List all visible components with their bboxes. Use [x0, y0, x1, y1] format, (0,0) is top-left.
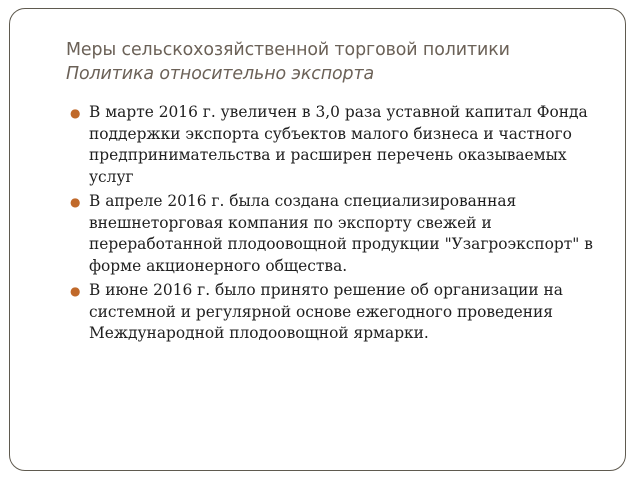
bullet-list [70, 102, 600, 348]
bullet-text: В марте 2016 г. увеличен в 3,0 раза уставной капитал Фонда поддержки экспорта субъектов малого бизнеса и частного предпринимательства и расширен перечень оказываемых услуг [89, 103, 588, 186]
bullet-dot-icon: ● [70, 284, 81, 298]
bullet-text: В июне 2016 г. было принято решение об организации на системной и регулярной основе ежегодного проведения Международной плодоовощной ярмарки. [89, 281, 563, 342]
bullet-item [70, 280, 600, 345]
slide-title-block [66, 38, 606, 86]
bullet-dot-icon: ● [70, 106, 81, 120]
slide-title: Меры сельскохозяйственной торговой политики [66, 40, 510, 60]
bullet-item [70, 102, 600, 188]
slide-subtitle: Политика относительно экспорта [66, 64, 375, 84]
bullet-text: В апреле 2016 г. была создана специализированная внешнеторговая компания по экспорту свежей и переработанной плодоовощной продукции "Узагроэкспорт" в форме акционерного общества. [89, 192, 593, 275]
bullet-dot-icon: ● [70, 195, 81, 209]
bullet-item [70, 191, 600, 277]
